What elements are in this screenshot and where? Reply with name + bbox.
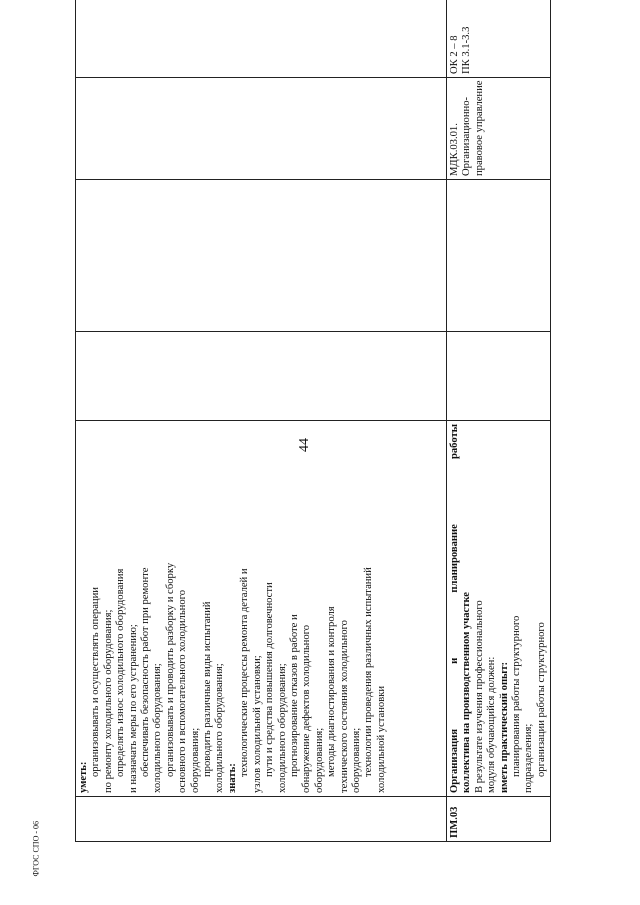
requirement-line: по ремонту холодильного оборудования; <box>102 609 114 793</box>
discipline-cell <box>447 78 551 180</box>
footer-label: ФГОС СПО - 06 <box>31 820 41 877</box>
requirement-line: узлов холодильной установки; <box>251 655 263 793</box>
discipline-cell <box>76 78 447 180</box>
requirement-line: планирования работы структурного <box>511 615 523 777</box>
requirement-line: подразделения; <box>523 723 535 793</box>
mandatory-hours-cell <box>447 180 551 332</box>
competencies-cell <box>447 0 551 78</box>
requirement-line: холодильной установки <box>375 685 387 793</box>
requirement-line: В результате изучения профессионального <box>473 600 485 793</box>
table-row <box>447 0 551 842</box>
requirement-line: организовывать и осуществлять операции <box>90 587 102 777</box>
requirement-line: оборудования; <box>350 727 362 793</box>
competencies-cell <box>76 0 447 78</box>
requirement-line: холодильного оборудования; <box>276 663 288 793</box>
requirements-cell <box>76 421 447 797</box>
requirement-line: модуля обучающийся должен: <box>486 656 498 793</box>
requirements-cell <box>447 421 551 797</box>
section-heading: иметь практический опыт: <box>498 661 510 793</box>
requirement-line: проводить различные виды испытаний <box>202 601 214 777</box>
requirement-line: определять износ холодильного оборудования <box>115 568 127 777</box>
title-word: планирование <box>449 524 460 593</box>
title-word: и <box>449 657 460 664</box>
requirement-line: и назначать меры по его устранению; <box>127 624 139 793</box>
requirement-line: холодильного оборудования; <box>152 663 164 793</box>
requirement-line: технологические процессы ремонта деталей и <box>239 568 251 777</box>
general-competencies: ОК 2 – 8 <box>449 35 460 74</box>
requirement-line: оборудования; <box>189 727 201 793</box>
requirement-line: обнаружение дефектов холодильного <box>301 624 313 793</box>
module-code-cell: ПМ.03 <box>447 797 551 842</box>
professional-competencies: ПК 3.1-3.3 <box>461 26 473 74</box>
section-heading: коллектива на производственном участке <box>461 591 473 793</box>
requirement-line: пути и средства повышения долговечности <box>264 582 276 777</box>
curriculum-table-rotated <box>75 26 547 842</box>
requirements-lines <box>78 424 388 793</box>
requirement-line: оборудования; <box>313 727 325 793</box>
discipline-name-line: правовое управление <box>473 80 485 176</box>
section-heading: уметь: <box>78 761 89 793</box>
module-title-line <box>449 424 461 793</box>
table-row <box>76 0 447 842</box>
discipline-code: МДК.03.01. <box>449 123 460 176</box>
requirement-line: методы диагностирования и контроля <box>326 606 338 777</box>
requirement-line: организации работы структурного <box>535 622 547 777</box>
requirement-line: основного и вспомогательного холодильного <box>177 589 189 793</box>
requirement-line: технического состояния холодильного <box>338 620 350 793</box>
title-word: работы <box>449 424 460 460</box>
max-load-cell <box>447 332 551 421</box>
module-code-cell <box>76 797 447 842</box>
max-load-cell <box>76 332 447 421</box>
requirement-line: прогнозирование отказов в работе и <box>288 614 300 777</box>
section-heading: знать: <box>226 763 238 793</box>
curriculum-table <box>75 0 551 842</box>
mandatory-hours-cell <box>76 180 447 332</box>
title-word: Организация <box>449 729 460 793</box>
requirement-line: обеспечивать безопасность работ при ремонте <box>140 567 152 777</box>
requirements-lines <box>461 424 548 793</box>
requirement-line: организовывать и проводить разборку и сборку <box>164 562 176 777</box>
discipline-name-line: Организационно- <box>461 96 473 176</box>
page-number: 44 <box>297 438 312 452</box>
requirement-line: холодильного оборудования; <box>214 663 226 793</box>
requirement-line: технологии проведения различных испытаний <box>363 567 375 777</box>
